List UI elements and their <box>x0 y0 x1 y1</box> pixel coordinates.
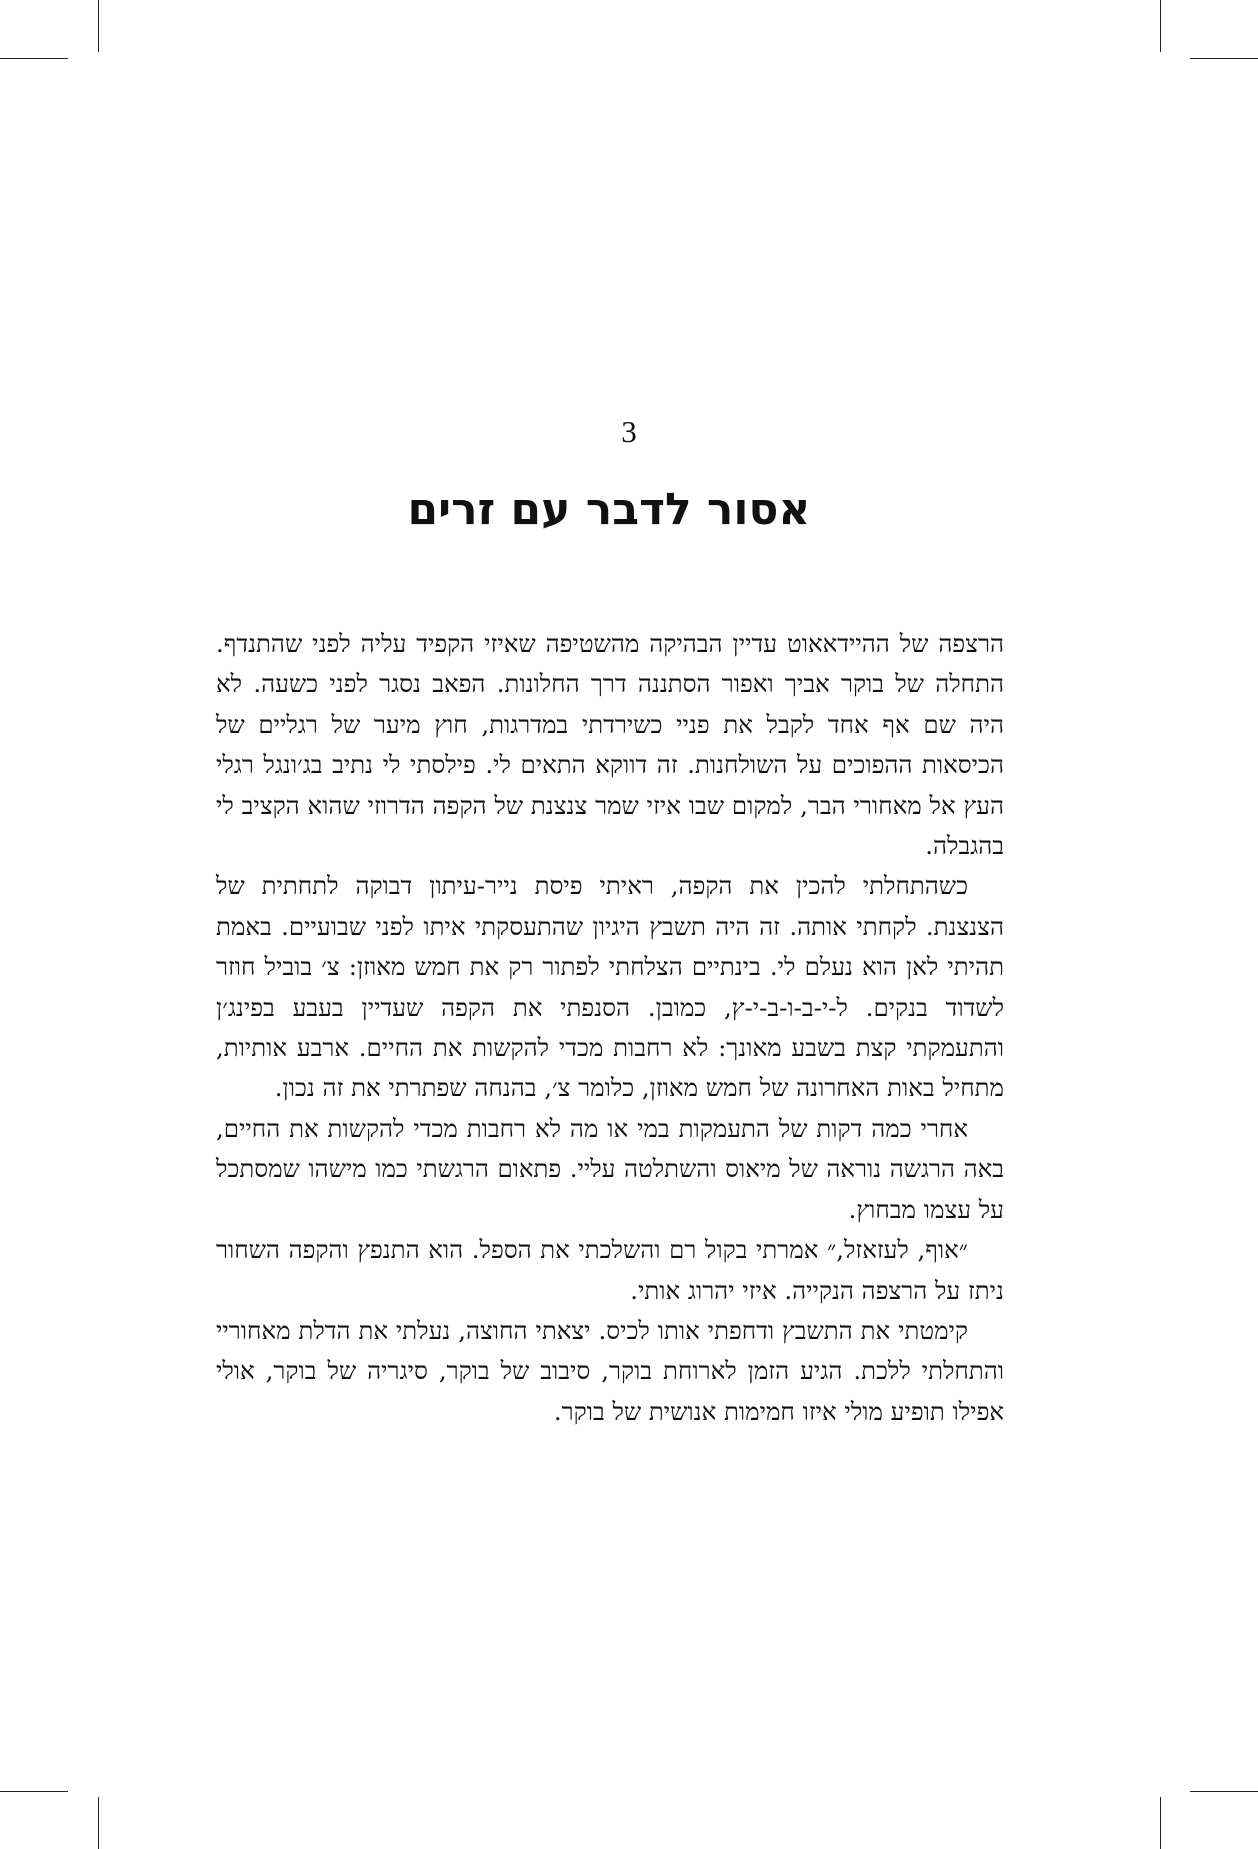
paragraph: כשהתחלתי להכין את הקפה, ראיתי פיסת נייר-עיתון דבוקה לתחתית של הצנצנת. לקחתי אותה. זה היה תשבץ היגיון שהתעסקתי איתו לפני שבועיים. באמת תהיתי לאן הוא נעלם לי. בינתיים הצלחתי לפתור רק את חמש מאוזן: צ׳ בוביל חוזר לשדוד בנקים. ל-י-ב-ו-ב-י-ץ, כמובן. הסנפתי את הקפה שעדיין בעבע בפינג׳ן והתעמקתי קצת בשבע מאונך: לא רחבות מכדי להקשות את החיים. ארבע אותיות, מתחיל באות האחרונה של חמש מאוזן, כלומר צ׳, בהנחה שפתרתי את זה נכון. <box>216 871 1004 1103</box>
chapter-number: 3 <box>621 414 637 449</box>
crop-mark-bottom-left-vertical <box>98 1797 99 1849</box>
crop-mark-top-right-vertical <box>1160 0 1161 52</box>
crop-mark-top-left-vertical <box>98 0 99 52</box>
crop-mark-bottom-right-horizontal <box>1190 1791 1258 1792</box>
paragraph: הרצפה של ההיידאאוט עדיין הבהיקה מהשטיפה שאיזי הקפיד עליה לפני שהתנדף. התחלה של בוקר אביך ואפור הסתננה דרך החלונות. הפאב נסגר לפני כשעה. לא היה שם אף אחד לקבל את פניי כשירדתי במדרגות, חוץ מיער של רגליים של הכיסאות ההפוכים על השולחנות. זה דווקא התאים לי. פילסתי לי נתיב בג׳ונגל רגלי העץ אל מאחורי הבר, למקום שבו איזי שמר צנצנת של הקפה הדרוזי שהוא הקציב לי בהגבלה. <box>216 629 1004 861</box>
crop-mark-bottom-right-vertical <box>1160 1797 1161 1849</box>
chapter-title: אסור לדבר עם זרים <box>407 484 811 535</box>
crop-mark-top-left-horizontal <box>0 58 68 59</box>
paragraph: קימטתי את התשבץ ודחפתי אותו לכיס. יצאתי החוצה, נעלתי את הדלת מאחוריי והתחלתי ללכת. הגיע הזמן לארוחת בוקר, סיבוב של בוקר, סיגריה של בוקר, אולי אפילו תופיע מולי איזו חמימות אנושית של בוקר. <box>216 1315 1004 1426</box>
paragraph: ״אוף, לעזאזל,״ אמרתי בקול רם והשלכתי את הספל. הוא התנפץ והקפה השחור ניתז על הרצפה הנקייה. איזי יהרוג אותי. <box>216 1235 1004 1305</box>
chapter-body <box>216 624 1004 1432</box>
crop-mark-top-right-horizontal <box>1190 58 1258 59</box>
paragraph: אחרי כמה דקות של התעמקות במי או מה לא רחבות מכדי להקשות את החיים, באה הרגשה נוראה של מיאוס והשתלטה עליי. פתאום הרגשתי כמו מישהו שמסתכל על עצמו מבחוץ. <box>216 1113 1004 1224</box>
crop-mark-bottom-left-horizontal <box>0 1791 68 1792</box>
